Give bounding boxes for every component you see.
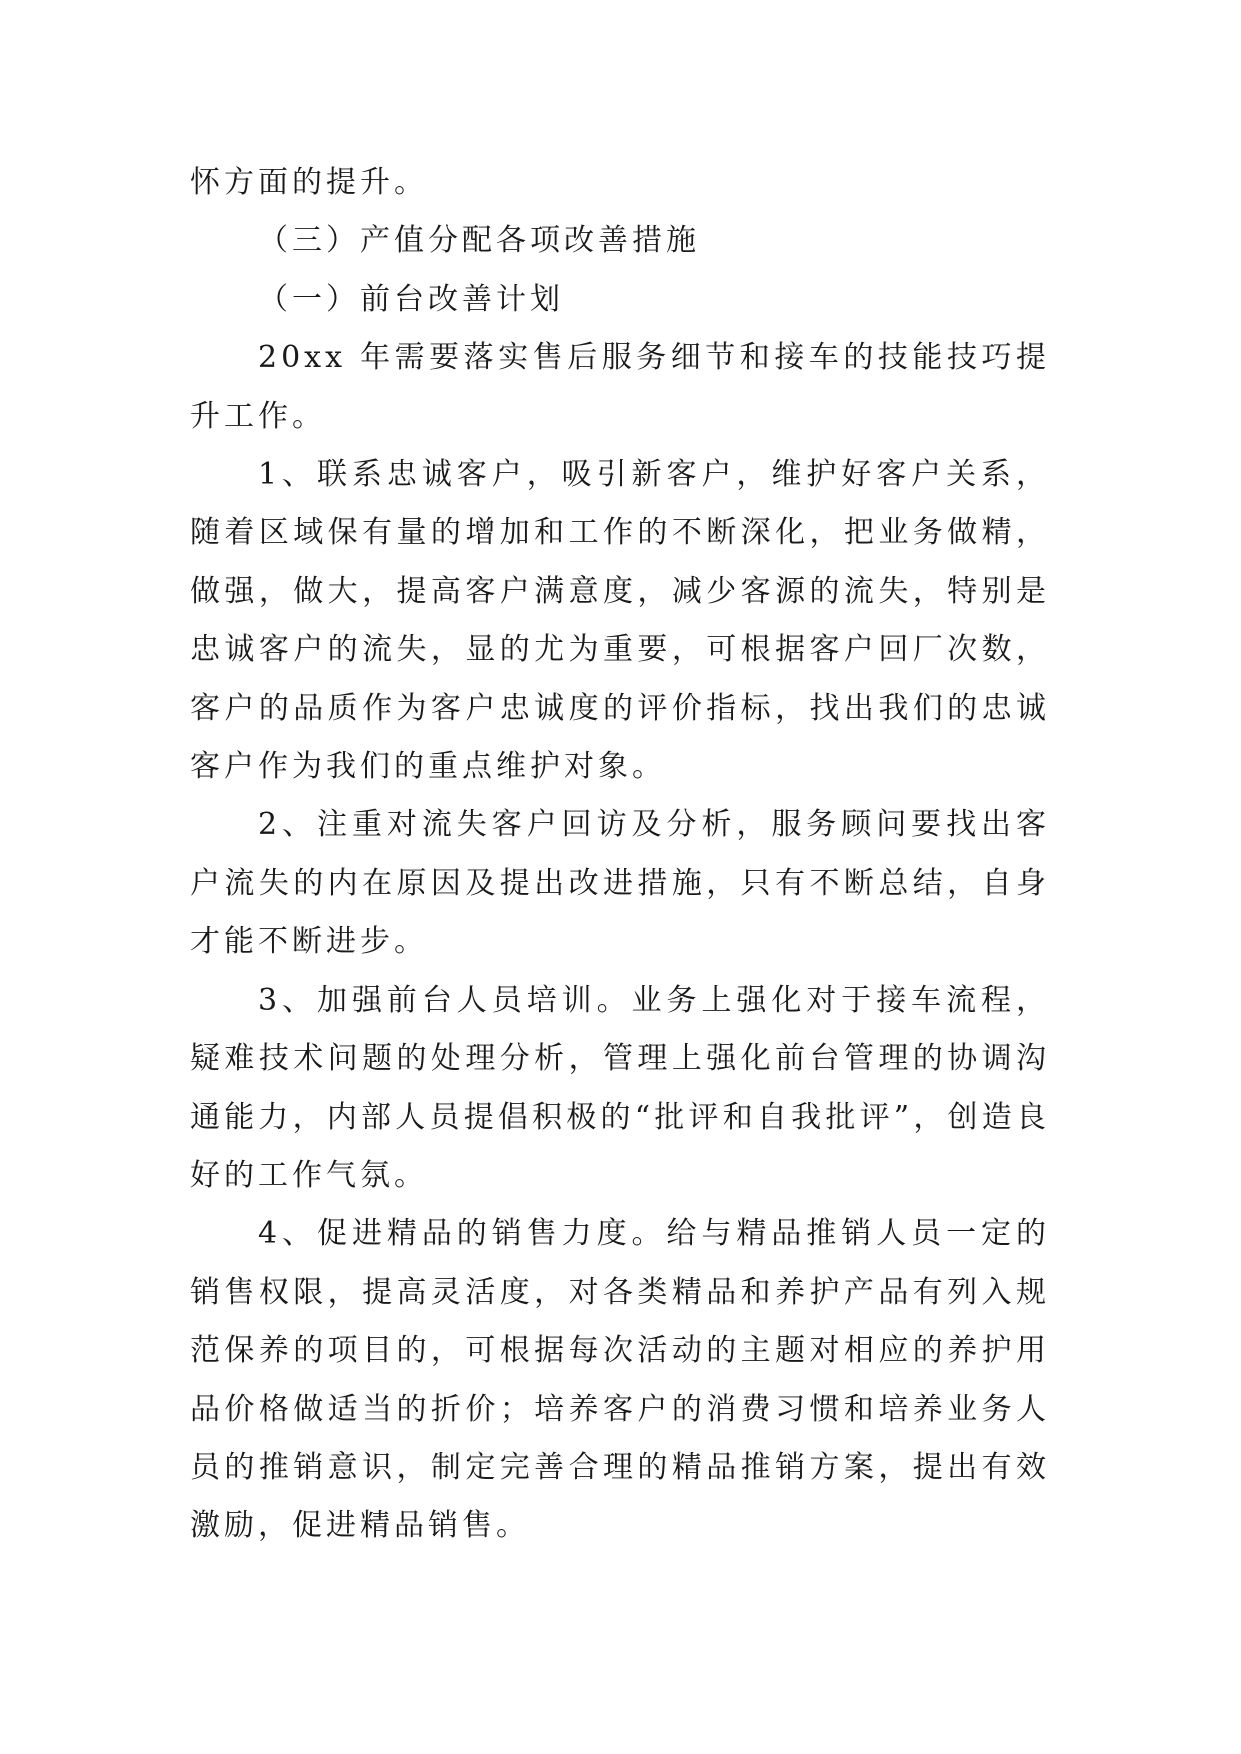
paragraph-item-2: 2、注重对流失客户回访及分析，服务顾问要找出客户流失的内在原因及提出改进措施，只有不断总结，自身才能不断进步。: [190, 807, 1050, 960]
paragraph-intro: 20xx 年需要落实售后服务细节和接车的技能技巧提升工作。: [190, 340, 1050, 434]
document-body: [190, 154, 1050, 1556]
subsection-heading-front-desk-plan: （一）前台改善计划: [258, 281, 564, 317]
paragraph-item-3: 3、加强前台人员培训。业务上强化对于接车流程，疑难技术问题的处理分析，管理上强化前台管理的协调沟通能力，内部人员提倡积极的“批评和自我批评”，创造良好的工作气氛。: [190, 982, 1050, 1193]
paragraph-continuation: 怀方面的提升。: [190, 165, 428, 200]
section-heading-improvement-measures: （三）产值分配各项改善措施: [258, 223, 700, 259]
paragraph-item-4: 4、促进精品的销售力度。给与精品推销人员一定的销售权限，提高灵活度，对各类精品和养护产品有列入规范保养的项目的，可根据每次活动的主题对相应的养护用品价格做适当的折价；培养客户的消费习惯和培养业务人员的推销意识，制定完善合理的精品推销方案，提出有效激励，促进精品销售。: [190, 1216, 1050, 1544]
paragraph-item-1: 1、联系忠诚客户，吸引新客户，维护好客户关系，随着区域保有量的增加和工作的不断深化，把业务做精，做强，做大，提高客户满意度，减少客源的流失，特别是忠诚客户的流失，显的尤为重要，可根据客户回厂次数，客户的品质作为客户忠诚度的评价指标，找出我们的忠诚客户作为我们的重点维护对象。: [190, 457, 1050, 785]
